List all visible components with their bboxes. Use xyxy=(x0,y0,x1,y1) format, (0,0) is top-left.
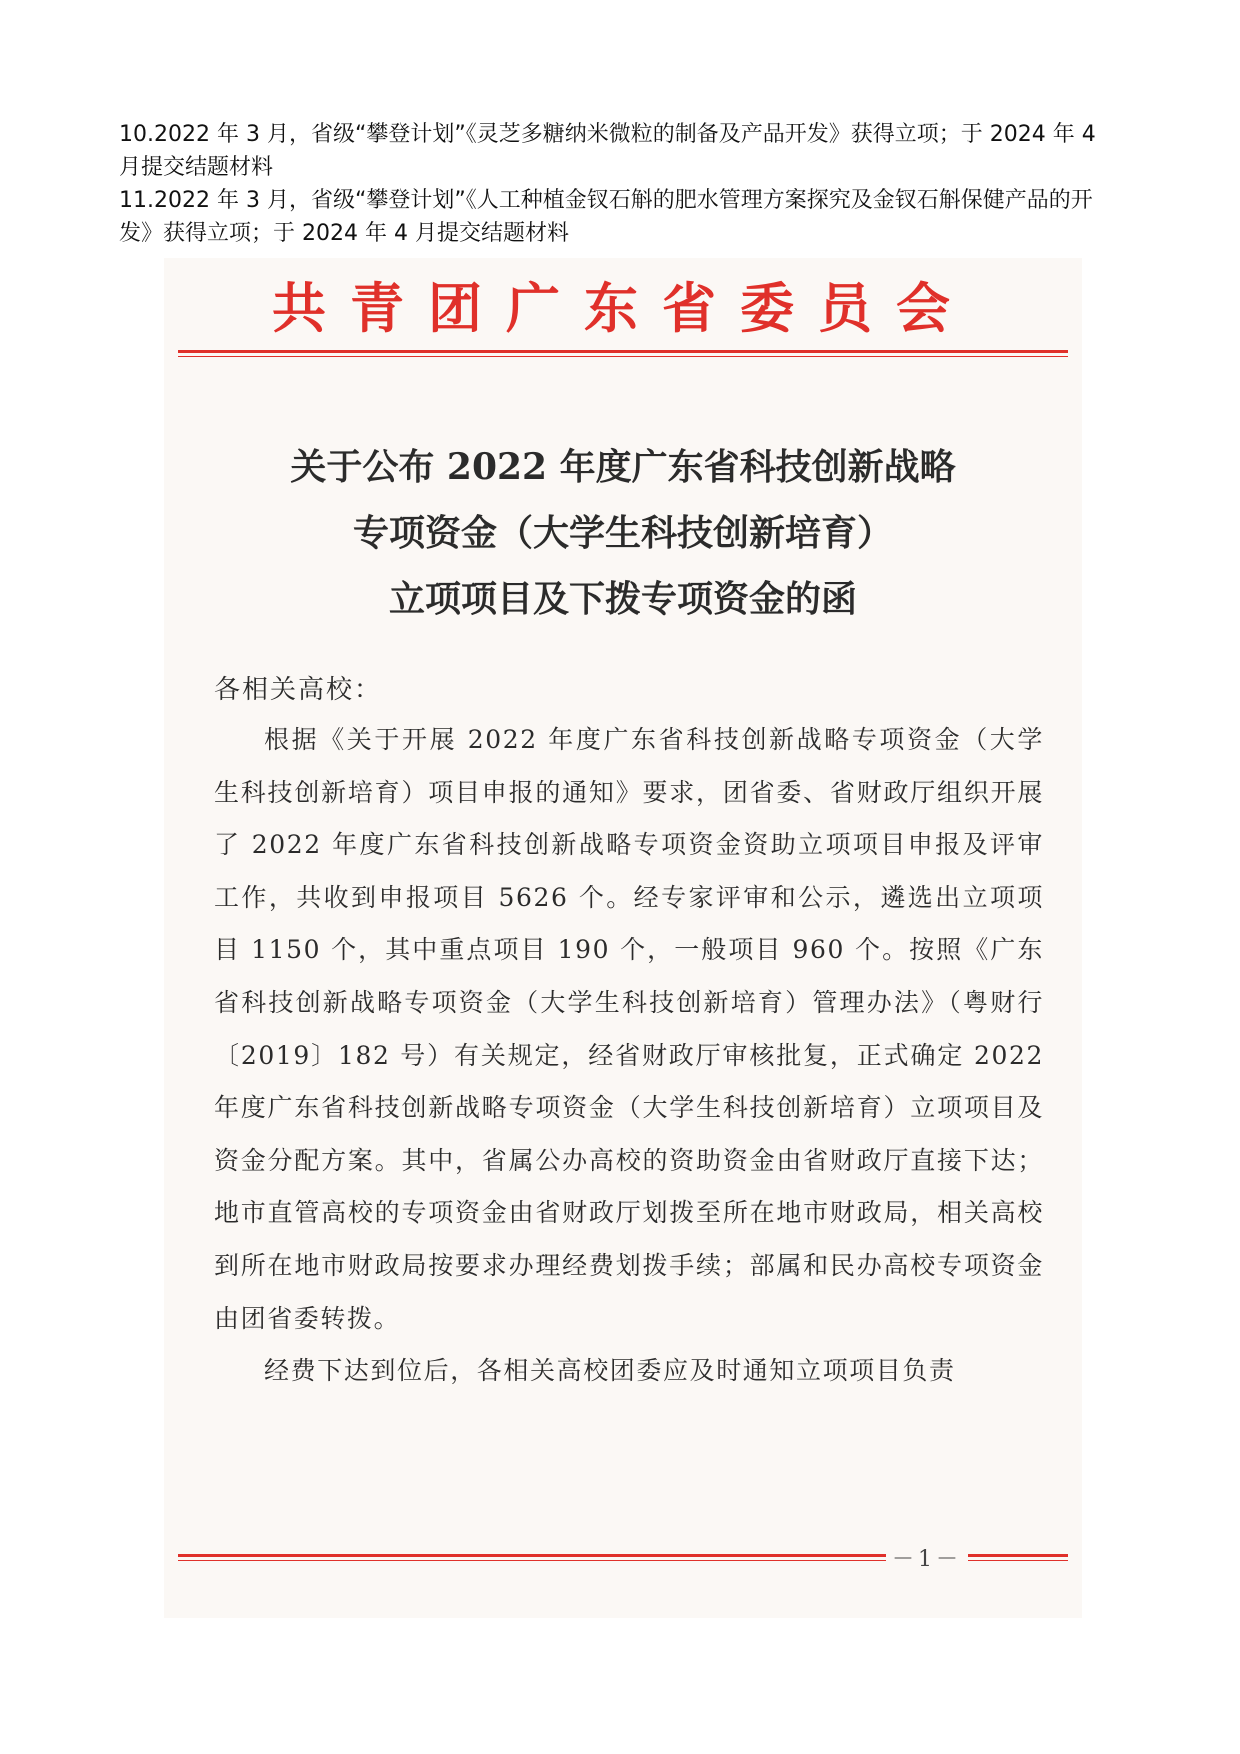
body-paragraph: 根据《关于开展 2022 年度广东省科技创新战略专项资金（大学生科技创新培育）项目申报的通知》要求，团省委、省财政厅组织开展了 2022 年度广东省科技创新战略专项资金资助立项项目申报及评审工作，共收到申报项目 5626 个。经专家评审和公示，遴选出立项项目 1150 个，其中重点项目 190 个，一般项目 960 个。按照《广东省科技创新战略专项资金（大学生科技创新培育）管理办法》（粤财行〔2019〕182 号）有关规定，经省财政厅审核批复，正式确定 2022 年度广东省科技创新战略专项资金（大学生科技创新培育）立项项目及资金分配方案。其中，省属公办高校的资助资金由省财政厅直接下达；地市直管高校的专项资金由省财政厅划拨至所在地市财政局，相关高校到所在地市财政局按要求办理经费划拨手续；部属和民办高校专项资金由团省委转拨。 xyxy=(214,725,1044,1333)
letterhead-rule xyxy=(178,350,1068,353)
letter-title xyxy=(164,434,1082,632)
scanned-letter xyxy=(164,258,1082,1618)
body-paragraph: 经费下达到位后，各相关高校团委应及时通知立项项目负责 xyxy=(264,1356,956,1386)
title-line: 专项资金（大学生科技创新培育） xyxy=(352,512,893,554)
page-number: －1－ xyxy=(886,1542,968,1573)
letter-body xyxy=(214,714,1044,1398)
note-item: 10.2022 年 3 月，省级“攀登计划”《灵芝多糖纳米微粒的制备及产品开发》获得立项；于 2024 年 4 月提交结题材料 xyxy=(119,122,1096,180)
letterhead: 共青团广东省委员会 xyxy=(272,276,974,340)
letterhead-rule-thin xyxy=(178,356,1068,357)
title-line: 关于公布 2022 年度广东省科技创新战略 xyxy=(290,446,956,488)
salutation: 各相关高校： xyxy=(214,675,383,705)
notes-section xyxy=(119,118,1119,250)
note-item: 11.2022 年 3 月，省级“攀登计划”《人工种植金钗石斛的肥水管理方案探究及金钗石斛保健产品的开发》获得立项；于 2024 年 4 月提交结题材料 xyxy=(119,188,1093,246)
title-line: 立项项目及下拨专项资金的函 xyxy=(388,578,857,620)
